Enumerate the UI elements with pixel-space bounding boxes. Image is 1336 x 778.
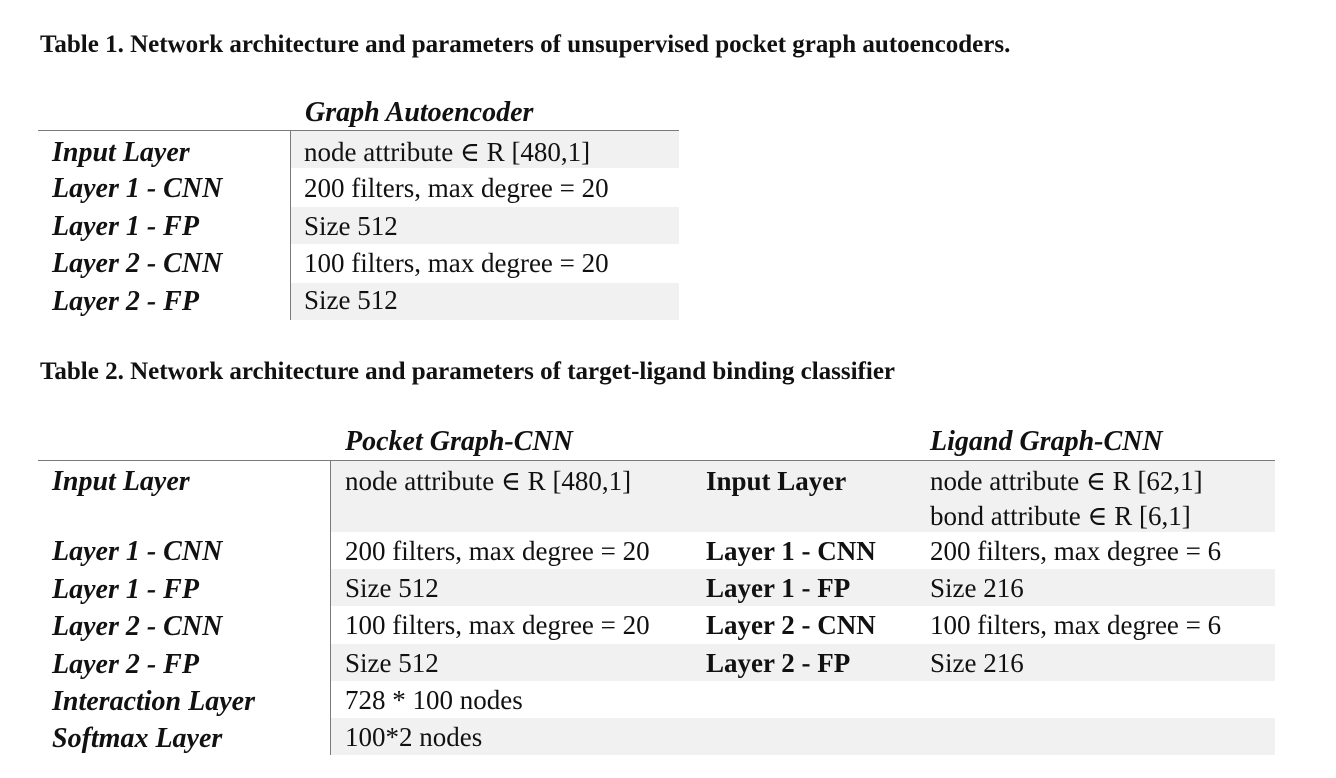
table2-pocket-header: Pocket Graph-CNN [345,426,573,457]
table1-row-value: 100 filters, max degree = 20 [304,248,609,278]
table1-column-header: Graph Autoencoder [305,97,534,128]
table2-ligand-label: Layer 2 - FP [706,648,851,678]
table2-pocket-value: 200 filters, max degree = 20 [345,536,650,566]
table1-row-value: node attribute ∈ R [480,1] [304,137,591,167]
table1-row-value: 200 filters, max degree = 20 [304,173,609,203]
table2-ligand-value: Size 216 [930,648,1024,678]
table1-row-label: Layer 2 - CNN [52,248,223,279]
table2-ligand-value: Size 216 [930,573,1024,603]
table1-row-value: Size 512 [304,211,398,241]
table1-title: Table 1. Network architecture and parameters of unsupervised pocket graph autoencoders. [40,31,1011,58]
table2-row-label: Interaction Layer [52,686,255,717]
table1-row-label: Layer 2 - FP [52,286,199,317]
table2-row-label: Layer 2 - CNN [52,611,223,642]
table2-ligand-label: Layer 2 - CNN [706,610,876,640]
table2-ligand-value: node attribute ∈ R [62,1] [930,466,1203,496]
table2-row-label: Layer 1 - CNN [52,536,223,567]
table1-row-value: Size 512 [304,285,398,315]
table2-row-label: Softmax Layer [52,723,223,754]
table2-row-label: Input Layer [52,466,190,497]
table2-ligand-label: Input Layer [706,466,847,496]
table2-pocket-value: 100*2 nodes [345,722,483,752]
table2-pocket-value: Size 512 [345,648,439,678]
table1-row-label: Layer 1 - CNN [52,173,223,204]
table2-row-label: Layer 1 - FP [52,574,199,605]
table2-pocket-value: 728 * 100 nodes [345,685,523,715]
table2-ligand-label: Layer 1 - CNN [706,536,876,566]
table2-row-label: Layer 2 - FP [52,649,199,680]
table2-pocket-value: 100 filters, max degree = 20 [345,610,650,640]
table2-ligand-header: Ligand Graph-CNN [930,426,1163,457]
table2-pocket-value: node attribute ∈ R [480,1] [345,466,632,496]
table2-title: Table 2. Network architecture and parameters of target-ligand binding classifier [40,358,896,385]
table2-pocket-value: Size 512 [345,573,439,603]
table2-ligand-value: 100 filters, max degree = 6 [930,610,1222,640]
table2-ligand-value: 200 filters, max degree = 6 [930,536,1222,566]
table1-row-label: Layer 1 - FP [52,211,199,242]
table1-row-label: Input Layer [52,137,190,168]
table2-ligand-value-extra: bond attribute ∈ R [6,1] [930,501,1191,531]
table2-ligand-label: Layer 1 - FP [706,573,851,603]
